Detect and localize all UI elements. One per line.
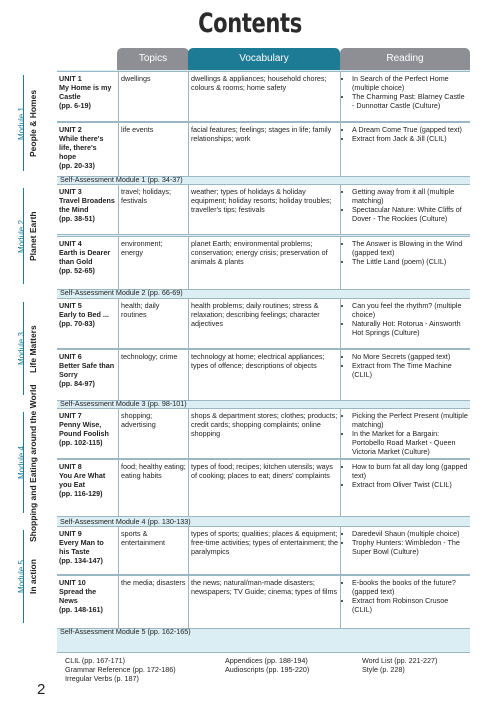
unit-row xyxy=(57,575,470,629)
unit-number: UNIT 4 xyxy=(59,239,82,248)
reading-item: • Picking the Perfect Present (multiple matching) xyxy=(352,411,468,429)
unit-title: Better Safe than Sorry xyxy=(59,361,115,379)
unit-cell xyxy=(59,301,115,328)
unit-cell xyxy=(59,462,115,498)
unit-row xyxy=(57,349,470,401)
reading-item: • The Little Land (poem) (CLIL) xyxy=(352,257,468,266)
vocabulary-cell: technology at home; electrical appliances; types of offence; descriptions of objects xyxy=(188,350,338,400)
reading-item: • Trophy Hunters: Wimbledon - The Super Bowl (Culture) xyxy=(352,538,468,556)
header-vocabulary: Vocabulary xyxy=(188,48,340,70)
unit-pages: (pp. 84-97) xyxy=(59,379,95,388)
reading-item: • No More Secrets (gapped text) xyxy=(352,352,468,361)
unit-pages: (pp. 6-19) xyxy=(59,101,91,110)
unit-number: UNIT 5 xyxy=(59,301,82,310)
unit-title: Earth is Dearer than Gold xyxy=(59,248,111,266)
unit-row xyxy=(57,184,470,235)
topics-cell: health; daily routines xyxy=(118,299,186,348)
reading-cell xyxy=(340,350,468,400)
self-assessment-link: Self-Assessment Module 4 (pp. 130-133) xyxy=(60,517,191,526)
module-label: Module 1 xyxy=(17,106,26,140)
vocabulary-cell: the news; natural/man-made disasters; newspapers; TV Guide; cinema; types of films xyxy=(188,576,338,628)
unit-cell xyxy=(59,578,115,614)
topics-cell: life events xyxy=(118,123,186,176)
unit-title: While there's life, there's hope xyxy=(59,134,104,161)
reading-item: • How to burn fat all day long (gapped text) xyxy=(352,462,468,480)
vocabulary-cell: dwellings & appliances; household chores; colours & rooms; home safety xyxy=(188,72,338,121)
reading-cell xyxy=(340,72,468,121)
footer-item: Audioscripts (pp. 195-220) xyxy=(225,665,310,674)
topics-cell: sports & entertainment xyxy=(118,527,186,574)
unit-number: UNIT 1 xyxy=(59,74,82,83)
reading-item: • Extract from The Time Machine (CLIL) xyxy=(352,361,468,379)
self-assessment-link: Self-Assessment Module 1 (pp. 34-37) xyxy=(60,175,183,184)
topics-cell: food; healthy eating; eating habits xyxy=(118,460,186,516)
unit-number: UNIT 9 xyxy=(59,529,82,538)
self-assessment-link: Self-Assessment Module 5 (pp. 162-165) xyxy=(60,627,191,636)
reading-item: • Extract from Jack & Jill (CLIL) xyxy=(352,134,468,143)
reading-item: • Spectacular Nature: White Cliffs of Dover - The Rockies (Culture) xyxy=(352,205,468,223)
unit-pages: (pp. 134-147) xyxy=(59,556,103,565)
unit-title: Spread the News xyxy=(59,587,97,605)
footer-item: Style (p. 228) xyxy=(362,665,405,674)
reading-item: • Daredevil Shaun (multiple choice) xyxy=(352,529,468,538)
reading-item: • Can you feel the rhythm? (multiple choice) xyxy=(352,301,468,319)
topics-cell: environment; energy xyxy=(118,237,186,289)
unit-pages: (pp. 52-65) xyxy=(59,266,95,275)
self-assessment-link: Self-Assessment Module 3 (pp. 98-101) xyxy=(60,399,187,408)
module-label: Module 4 xyxy=(17,446,26,479)
module-name: Shopping and Eating around the World xyxy=(28,383,38,542)
vocabulary-cell: facial features; feelings; stages in life; family relationships; work xyxy=(188,123,338,176)
reading-item: • A Dream Come True (gapped text) xyxy=(352,125,468,134)
reading-item: • E-books the books of the future? (gapped text) xyxy=(352,578,468,596)
reading-cell xyxy=(340,409,468,458)
unit-cell xyxy=(59,239,115,275)
unit-number: UNIT 10 xyxy=(59,578,86,587)
unit-cell xyxy=(59,74,115,110)
unit-pages: (pp. 148-161) xyxy=(59,605,103,614)
reading-item: • Naturally Hot: Rotorua - Ainsworth Hot Springs (Culture) xyxy=(352,319,468,337)
module-name: Life Matters xyxy=(28,324,38,373)
unit-title: Every Man to his Taste xyxy=(59,538,104,556)
appendix-footer xyxy=(57,652,470,683)
reading-cell xyxy=(340,123,468,176)
unit-pages: (pp. 20-33) xyxy=(59,161,95,170)
reading-cell xyxy=(340,576,468,628)
unit-pages: (pp. 116-129) xyxy=(59,489,103,498)
module-name: People & Homes xyxy=(28,89,38,157)
module-name: In action xyxy=(28,559,38,594)
reading-item: • In the Market for a Bargain: Portobello Road Market - Queen Victoria Market (Culture) xyxy=(352,429,468,456)
unit-cell xyxy=(59,529,115,565)
unit-pages: (pp. 70-83) xyxy=(59,319,95,328)
topics-cell: dwellings xyxy=(118,72,186,121)
reading-cell xyxy=(340,460,468,516)
unit-row xyxy=(57,122,470,177)
unit-row xyxy=(57,298,470,349)
footer-item: Word List (pp. 221-227) xyxy=(362,656,438,665)
unit-row xyxy=(57,459,470,517)
reading-cell xyxy=(340,237,468,289)
footer-item: Grammar Reference (pp. 172-186) xyxy=(65,665,176,674)
footer-item: Irregular Verbs (p. 187) xyxy=(65,674,139,683)
unit-pages: (pp. 102-115) xyxy=(59,438,103,447)
reading-item: • The Charming Past: Blarney Castle - Dunnottar Castle (Culture) xyxy=(352,92,468,110)
header-reading: Reading xyxy=(340,48,470,70)
vocabulary-cell: planet Earth; environmental problems; conservation; energy crisis; preservation of animals & plants xyxy=(188,237,338,289)
reading-item: • In Search of the Perfect Home (multiple choice) xyxy=(352,74,468,92)
unit-title: Penny Wise, Pound Foolish xyxy=(59,420,109,438)
reading-item: • Extract from Robinson Crusoe (CLIL) xyxy=(352,596,468,614)
unit-number: UNIT 6 xyxy=(59,352,82,361)
unit-cell xyxy=(59,125,115,170)
unit-row xyxy=(57,236,470,290)
module-label: Module 3 xyxy=(17,332,26,365)
reading-cell xyxy=(340,185,468,234)
unit-row xyxy=(57,71,470,122)
unit-title: Travel Broadens the Mind xyxy=(59,196,115,214)
module-name: Planet Earth xyxy=(28,211,38,261)
module-label: Module 2 xyxy=(17,219,26,253)
header-topics: Topics xyxy=(117,48,189,70)
reading-item: • The Answer is Blowing in the Wind (gapped text) xyxy=(352,239,468,257)
vocabulary-cell: health problems; daily routines; stress & relaxation; describing feelings; character adjectives xyxy=(188,299,338,348)
vocabulary-cell: types of sports; qualities; places & equipment; free-time activities; types of entertainment; the paralympics xyxy=(188,527,338,574)
unit-number: UNIT 7 xyxy=(59,411,82,420)
self-assessment-link: Self-Assessment Module 2 (pp. 66-69) xyxy=(60,288,183,297)
topics-cell: travel; holidays; festivals xyxy=(118,185,186,234)
unit-row xyxy=(57,526,470,575)
topics-cell: technology; crime xyxy=(118,350,186,400)
unit-number: UNIT 2 xyxy=(59,125,82,134)
unit-number: UNIT 8 xyxy=(59,462,82,471)
reading-cell xyxy=(340,527,468,574)
footer-item: CLIL (pp. 167-171) xyxy=(65,656,126,665)
unit-row xyxy=(57,408,470,459)
unit-cell xyxy=(59,352,115,388)
topics-cell: shopping; advertising xyxy=(118,409,186,458)
vocabulary-cell: types of food; recipes; kitchen utensils; ways of cooking; places to eat; diners' complaints xyxy=(188,460,338,516)
reading-item: • Getting away from it all (multiple matching) xyxy=(352,187,468,205)
vocabulary-cell: weather; types of holidays & holiday equipment; holiday resorts; holiday troubles; traveller's tips; festivals xyxy=(188,185,338,234)
footer-item: Appendices (pp. 188-194) xyxy=(225,656,308,665)
unit-title: My Home is my Castle xyxy=(59,83,112,101)
unit-title: You Are What you Eat xyxy=(59,471,106,489)
reading-item: • Extract from Oliver Twist (CLIL) xyxy=(352,480,468,489)
unit-cell xyxy=(59,411,115,447)
topics-cell: the media; disasters xyxy=(118,576,186,628)
vocabulary-cell: shops & department stores; clothes; products; credit cards; shopping complaints; online shopping xyxy=(188,409,338,458)
page-number: 2 xyxy=(37,681,46,698)
unit-pages: (pp. 38-51) xyxy=(59,214,95,223)
unit-number: UNIT 3 xyxy=(59,187,82,196)
reading-cell xyxy=(340,299,468,348)
page-title: Contents xyxy=(198,8,302,39)
module-label: Module 5 xyxy=(17,560,26,593)
unit-cell xyxy=(59,187,115,223)
unit-title: Early to Bed ... xyxy=(59,310,109,319)
